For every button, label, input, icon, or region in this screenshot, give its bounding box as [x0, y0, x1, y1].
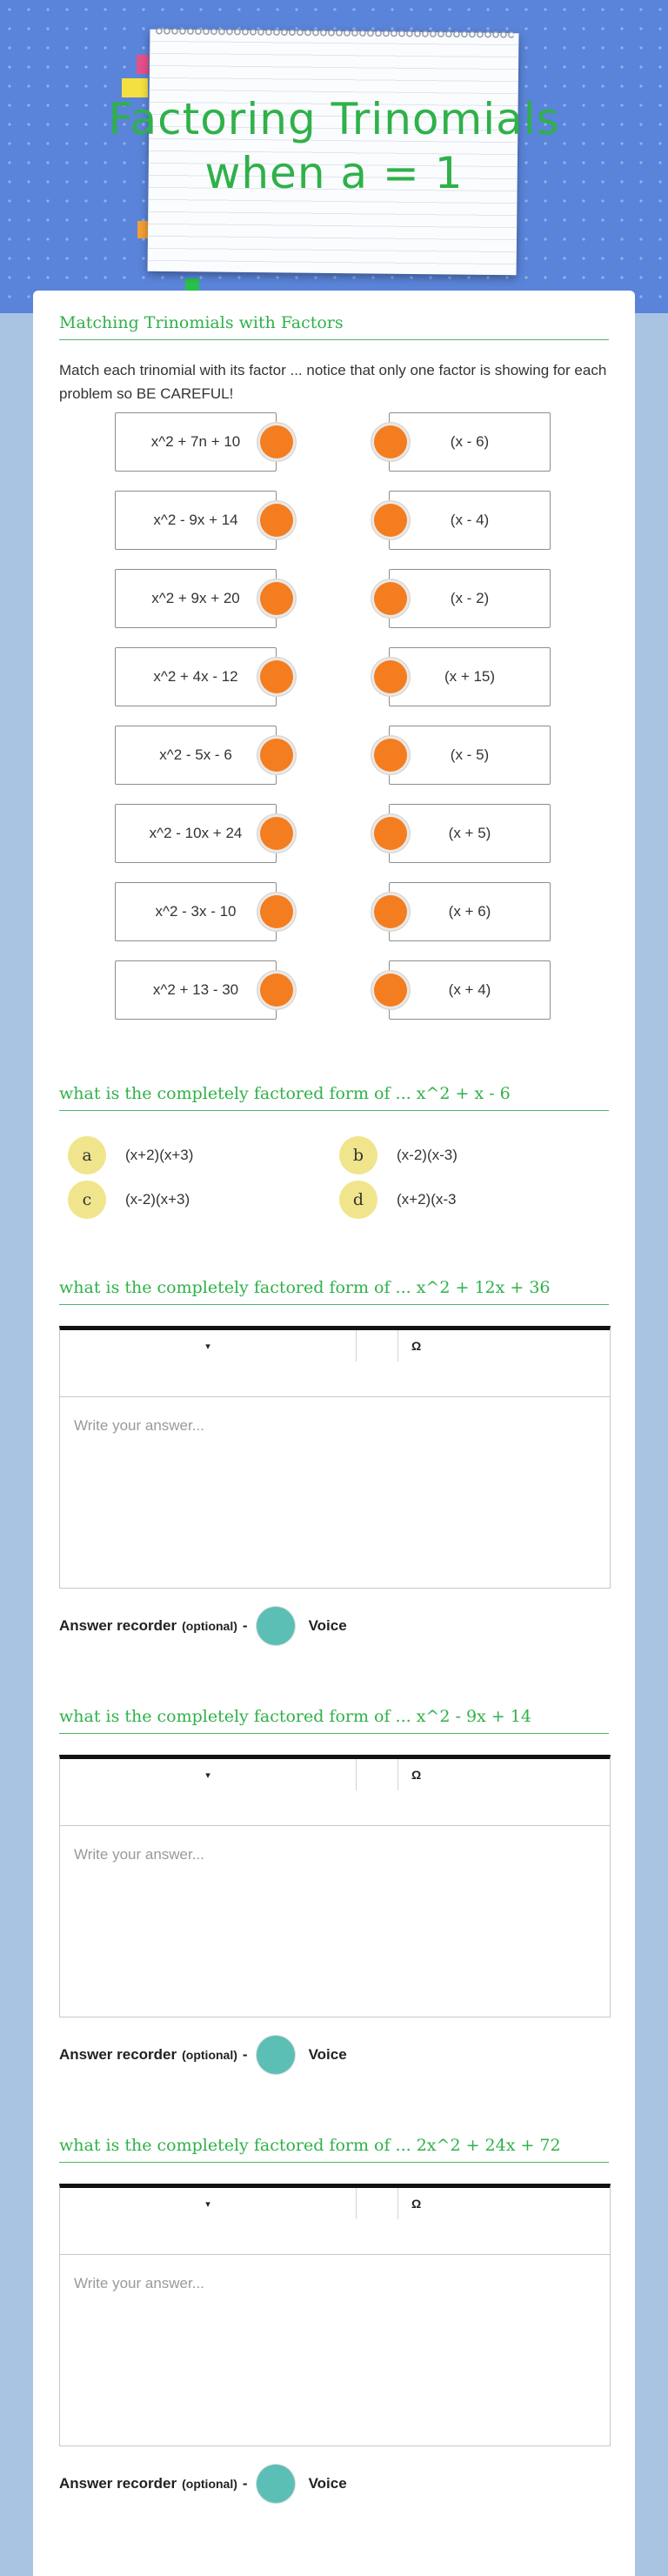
format-dropdown[interactable]: [60, 1330, 357, 1362]
recorder-optional: (optional): [182, 2048, 237, 2062]
header-banner: [0, 0, 668, 313]
question-2-title: what is the completely factored form of ... x^2 - 9x + 14: [59, 1707, 609, 1734]
match-connector-left[interactable]: [257, 501, 296, 539]
match-connector-right[interactable]: [371, 814, 410, 853]
worksheet-card: [33, 291, 635, 2576]
match-connector-right[interactable]: [371, 971, 410, 1009]
voice-label: Voice: [308, 2046, 347, 2063]
chevron-down-icon: ▾: [205, 2198, 210, 2210]
question-1-title: what is the completely factored form of ... x^2 + 12x + 36: [59, 1278, 609, 1305]
match-connector-left[interactable]: [257, 736, 296, 774]
chevron-down-icon: ▾: [205, 1341, 210, 1352]
voice-label: Voice: [308, 1617, 347, 1634]
spiral-binding: [155, 23, 513, 38]
toolbar-divider: [397, 1330, 398, 1362]
answer-recorder-2: [59, 2036, 347, 2074]
match-connector-right[interactable]: [371, 423, 410, 461]
trinomial-card[interactable]: x^2 + 4x - 12: [115, 647, 277, 706]
page-title-line1: Factoring Trinomials: [108, 94, 560, 144]
notepad-tab-green: [185, 278, 199, 291]
option-b-button[interactable]: b: [339, 1136, 377, 1174]
editor-toolbar: [60, 1330, 610, 1397]
match-connector-left[interactable]: [257, 971, 296, 1009]
recorder-dash: -: [242, 2475, 248, 2492]
factor-card[interactable]: (x - 6): [389, 412, 551, 472]
match-connector-left[interactable]: [257, 658, 296, 696]
answer-textarea[interactable]: [60, 1825, 610, 2017]
trinomial-card[interactable]: x^2 - 9x + 14: [115, 491, 277, 550]
editor-toolbar: [60, 2188, 610, 2255]
option-a-button[interactable]: a: [68, 1136, 106, 1174]
option-b-text[interactable]: (x-2)(x-3): [397, 1147, 458, 1163]
toolbar-divider: [397, 1759, 398, 1790]
factor-card[interactable]: (x + 5): [389, 804, 551, 863]
toolbar-divider: [397, 2188, 398, 2219]
recorder-label: Answer recorder: [59, 1617, 177, 1634]
trinomial-card[interactable]: x^2 + 13 - 30: [115, 960, 277, 1020]
match-connector-left[interactable]: [257, 423, 296, 461]
answer-textarea[interactable]: [60, 1396, 610, 1588]
format-dropdown[interactable]: [60, 2188, 357, 2219]
match-connector-left[interactable]: [257, 579, 296, 618]
question-2-editor: [59, 1755, 611, 2017]
recorder-label: Answer recorder: [59, 2046, 177, 2063]
page-title: [0, 92, 668, 200]
answer-placeholder: Write your answer...: [74, 1417, 204, 1434]
record-voice-button[interactable]: [257, 2465, 295, 2503]
match-connector-left[interactable]: [257, 814, 296, 853]
mc-question-title: what is the completely factored form of ... x^2 + x - 6: [59, 1084, 609, 1111]
trinomial-card[interactable]: x^2 + 9x + 20: [115, 569, 277, 628]
recorder-label: Answer recorder: [59, 2475, 177, 2492]
editor-toolbar: [60, 1759, 610, 1826]
option-c-text[interactable]: (x-2)(x+3): [125, 1191, 190, 1208]
match-connector-right[interactable]: [371, 893, 410, 931]
answer-textarea[interactable]: [60, 2254, 610, 2446]
special-characters-button[interactable]: Ω: [411, 1768, 422, 1782]
question-1-editor: [59, 1326, 611, 1589]
notepad-tab-pink: [137, 55, 149, 74]
format-dropdown[interactable]: [60, 1759, 357, 1790]
factor-card[interactable]: (x + 6): [389, 882, 551, 941]
record-voice-button[interactable]: [257, 2036, 295, 2074]
question-3-title: what is the completely factored form of ... 2x^2 + 24x + 72: [59, 2136, 609, 2163]
record-voice-button[interactable]: [257, 1607, 295, 1645]
trinomial-card[interactable]: x^2 + 7n + 10: [115, 412, 277, 472]
recorder-dash: -: [242, 2046, 248, 2063]
chevron-down-icon: ▾: [205, 1770, 210, 1781]
option-d-button[interactable]: d: [339, 1181, 377, 1219]
trinomial-card[interactable]: x^2 - 5x - 6: [115, 726, 277, 785]
answer-placeholder: Write your answer...: [74, 2275, 204, 2292]
factor-card[interactable]: (x - 2): [389, 569, 551, 628]
trinomial-card[interactable]: x^2 - 10x + 24: [115, 804, 277, 863]
answer-placeholder: Write your answer...: [74, 1846, 204, 1863]
special-characters-button[interactable]: Ω: [411, 2197, 422, 2211]
special-characters-button[interactable]: Ω: [411, 1339, 422, 1353]
factor-card[interactable]: (x + 15): [389, 647, 551, 706]
match-connector-right[interactable]: [371, 736, 410, 774]
option-c-button[interactable]: c: [68, 1181, 106, 1219]
question-3-editor: [59, 2184, 611, 2446]
match-connector-right[interactable]: [371, 658, 410, 696]
match-connector-left[interactable]: [257, 893, 296, 931]
page-title-line2: when a = 1: [204, 148, 464, 198]
match-connector-right[interactable]: [371, 579, 410, 618]
recorder-optional: (optional): [182, 2477, 237, 2491]
factor-card[interactable]: (x - 5): [389, 726, 551, 785]
recorder-dash: -: [242, 1617, 248, 1634]
factor-card[interactable]: (x + 4): [389, 960, 551, 1020]
match-connector-right[interactable]: [371, 501, 410, 539]
voice-label: Voice: [308, 2475, 347, 2492]
option-d-text[interactable]: (x+2)(x-3: [397, 1191, 457, 1208]
option-a-text[interactable]: (x+2)(x+3): [125, 1147, 194, 1163]
recorder-optional: (optional): [182, 1619, 237, 1633]
matching-instructions: Match each trinomial with its factor ... notice that only one factor is showing for each problem so BE CAREFUL!: [59, 362, 607, 402]
answer-recorder-3: [59, 2465, 347, 2503]
factor-card[interactable]: (x - 4): [389, 491, 551, 550]
matching-title: Matching Trinomials with Factors: [59, 313, 609, 340]
answer-recorder-1: [59, 1607, 347, 1645]
trinomial-card[interactable]: x^2 - 3x - 10: [115, 882, 277, 941]
